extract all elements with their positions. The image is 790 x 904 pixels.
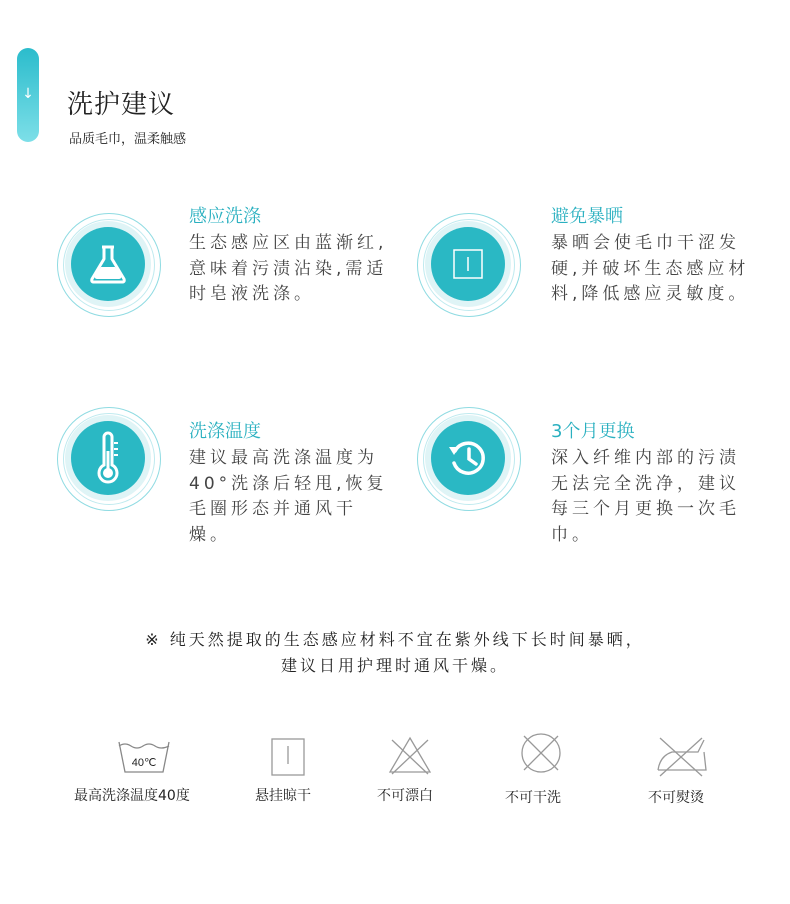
feature-title: 洗涤温度 — [189, 421, 261, 442]
header-accent-bar — [17, 48, 39, 142]
feature-text: 建议最高洗涤温度为40°洗涤后轻甩,恢复毛圈形态并通风干燥。 — [189, 448, 388, 545]
care-symbol-dryclean — [516, 730, 566, 776]
care-symbol-hang — [271, 738, 305, 776]
page-title: 洗护建议 — [67, 90, 176, 120]
flask-icon — [71, 227, 145, 301]
hang-dry-icon — [271, 738, 305, 776]
wash-temp-mark: 40℃ — [131, 757, 157, 769]
feature-text: 生态感应区由蓝渐红,意味着污渍沾染,需适时皂液洗涤。 — [189, 233, 388, 304]
care-label: 不可熨烫 — [648, 790, 704, 806]
care-label: 最高洗涤温度40度 — [74, 788, 190, 804]
care-label: 悬挂晾干 — [255, 788, 311, 804]
care-label: 不可干洗 — [505, 790, 561, 806]
wash-40-icon — [116, 738, 172, 778]
feature-title: 3个月更换 — [551, 421, 635, 442]
feature-text: 深入纤维内部的污渍无法完全洗净，建议每三个月更换一次毛巾。 — [551, 448, 740, 545]
care-symbol-bleach — [386, 734, 434, 776]
care-symbol-wash — [116, 738, 172, 778]
clock-history-icon — [431, 421, 505, 495]
care-label: 不可漂白 — [377, 788, 433, 804]
no-iron-icon — [652, 732, 710, 778]
feature-title: 避免暴晒 — [551, 206, 623, 227]
no-dry-clean-icon — [516, 730, 566, 776]
feature-text: 暴晒会使毛巾干涩发硬,并破坏生态感应材料,降低感应灵敏度。 — [551, 233, 750, 304]
window-icon — [431, 227, 505, 301]
thermometer-icon — [71, 421, 145, 495]
page-subtitle: 品质毛巾，温柔触感 — [69, 132, 187, 147]
care-symbol-iron — [652, 732, 710, 778]
no-bleach-icon — [386, 734, 434, 776]
care-note-line-2: 建议日用护理时通风干燥。 — [280, 656, 509, 675]
down-arrow-icon: ↓ — [22, 86, 34, 102]
care-note-line-1: ※ 纯天然提取的生态感应材料不宜在紫外线下长时间暴晒， — [145, 630, 645, 649]
feature-title: 感应洗涤 — [189, 206, 261, 227]
